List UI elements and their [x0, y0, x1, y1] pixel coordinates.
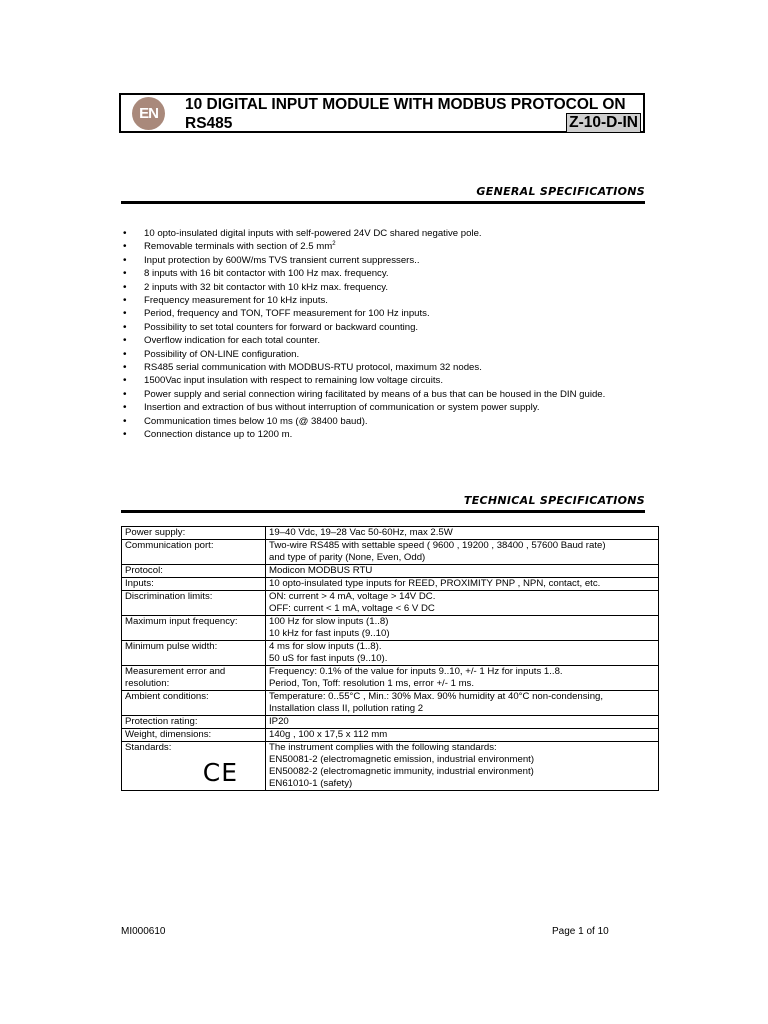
table-row — [122, 716, 659, 729]
spec-label: Protection rating: — [122, 716, 266, 729]
spec-value-line: 4 ms for slow inputs (1..8). — [269, 641, 382, 652]
spec-value — [266, 578, 659, 591]
document-title-line2: RS485 — [185, 115, 233, 132]
spec-value-line: EN50081-2 (electromagnetic emission, industrial environment) — [269, 754, 535, 765]
table-row — [122, 666, 659, 691]
spec-label-text: Standards: — [125, 742, 172, 753]
spec-value — [266, 716, 659, 729]
list-item: • Communication times below 10 ms (@ 38400 baud). — [121, 415, 641, 428]
spec-label: Power supply: — [122, 527, 266, 540]
spec-label: Discrimination limits: — [122, 591, 266, 616]
technical-specs-rule — [121, 510, 645, 513]
list-item: • Overflow indication for each total counter. — [121, 334, 641, 347]
list-item: • Possibility of ON-LINE configuration. — [121, 348, 641, 361]
list-item: • Removable terminals with section of 2.5 $mm^2$ — [121, 240, 641, 253]
spec-value-line: Installation class II, pollution rating 2 — [269, 703, 424, 714]
spec-value-line: 50 uS for fast inputs (9..10). — [269, 653, 388, 664]
spec-value-line: EN61010-1 (safety) — [269, 778, 353, 789]
spec-label: Measurement error and resolution: — [122, 666, 266, 691]
spec-value-line: Period, Ton, Toff: resolution 1 ms, error +/- 1 ms. — [269, 678, 475, 689]
spec-value — [266, 616, 659, 641]
table-row — [122, 527, 659, 540]
table-row — [122, 616, 659, 641]
spec-value — [266, 691, 659, 716]
superscript: 2 — [332, 241, 336, 248]
spec-value — [266, 591, 659, 616]
spec-value-line: 10 kHz for fast inputs (9..10) — [269, 628, 390, 639]
table-row — [122, 691, 659, 716]
spec-label — [122, 742, 266, 791]
spec-value-line: ON: current > 4 mA, voltage > 14V DC. — [269, 591, 436, 602]
spec-value-line: IP20 — [269, 716, 289, 727]
technical-specs-table — [121, 526, 659, 791]
spec-value — [266, 565, 659, 578]
spec-value-line: Frequency: 0.1% of the value for inputs 9..10, +/- 1 Hz for inputs 1..8. — [269, 666, 563, 677]
model-code: Z-10-D-IN — [566, 113, 641, 133]
table-row — [122, 578, 659, 591]
spec-value-line: 19–40 Vdc, 19–28 Vac 50-60Hz, max 2.5W — [269, 527, 453, 538]
general-specs-heading: GENERAL SPECIFICATIONS — [476, 185, 645, 198]
spec-value-line: 100 Hz for slow inputs (1..8) — [269, 616, 389, 627]
spec-value-line: The instrument complies with the following standards: — [269, 742, 497, 753]
spec-value-line: OFF: current < 1 mA, voltage < 6 V DC — [269, 603, 435, 614]
spec-value-line: and type of parity (None, Even, Odd) — [269, 552, 426, 563]
list-item: • Input protection by 600W/ms TVS transient current suppressers.. — [121, 254, 641, 267]
general-specs-rule — [121, 201, 645, 204]
document-title-line1: 10 DIGITAL INPUT MODULE WITH MODBUS PROTOCOL ON — [185, 96, 626, 113]
spec-value-line: Modicon MODBUS RTU — [269, 565, 373, 576]
list-item: • Connection distance up to 1200 m. — [121, 428, 641, 441]
page-number: Page 1 of 10 — [552, 926, 609, 937]
table-row — [122, 591, 659, 616]
spec-label: Inputs: — [122, 578, 266, 591]
spec-label: Maximum input frequency: — [122, 616, 266, 641]
list-item: • Possibility to set total counters for forward or backward counting. — [121, 321, 641, 334]
table-row — [122, 742, 659, 791]
ce-mark-icon: CE — [202, 758, 238, 787]
table-row — [122, 641, 659, 666]
spec-value — [266, 729, 659, 742]
spec-value-line: Two-wire RS485 with settable speed ( 9600 , 19200 , 38400 , 57600 Baud rate) — [269, 540, 606, 551]
technical-specs-heading: TECHNICAL SPECIFICATIONS — [463, 494, 645, 507]
list-item: • RS485 serial communication with MODBUS-RTU protocol, maximum 32 nodes. — [121, 361, 641, 374]
spec-value — [266, 540, 659, 565]
list-item: • 2 inputs with 32 bit contactor with 10 kHz max. frequency. — [121, 281, 641, 294]
spec-value-line: EN50082-2 (electromagnetic immunity, industrial environment) — [269, 766, 534, 777]
list-item: • Power supply and serial connection wiring facilitated by means of a bus that can be housed in the DIN guide. — [121, 388, 641, 401]
document-code: MI000610 — [121, 926, 166, 937]
list-item: • 10 opto-insulated digital inputs with self-powered 24V DC shared negative pole. — [121, 227, 641, 240]
spec-value — [266, 742, 659, 791]
list-item: • Frequency measurement for 10 kHz inputs. — [121, 294, 641, 307]
spec-value-line: 140g , 100 x 17,5 x 112 mm — [269, 729, 388, 740]
spec-label: Protocol: — [122, 565, 266, 578]
spec-value — [266, 641, 659, 666]
list-item: • 1500Vac input insulation with respect to remaining low voltage circuits. — [121, 374, 641, 387]
spec-value-line: 10 opto-insulated type inputs for REED, PROXIMITY PNP , NPN, contact, etc. — [269, 578, 601, 589]
spec-label: Communication port: — [122, 540, 266, 565]
list-item: • Period, frequency and TON, TOFF measurement for 100 Hz inputs. — [121, 307, 641, 320]
language-badge: EN — [132, 97, 165, 130]
spec-value-line: Temperature: 0..55°C , Min.: 30% Max. 90% humidity at 40°C non-condensing, — [269, 691, 604, 702]
table-row — [122, 565, 659, 578]
general-specs-list — [121, 227, 641, 442]
list-item: • 8 inputs with 16 bit contactor with 100 Hz max. frequency. — [121, 267, 641, 280]
spec-value — [266, 666, 659, 691]
document-header — [119, 93, 645, 133]
table-row — [122, 540, 659, 565]
spec-label: Minimum pulse width: — [122, 641, 266, 666]
table-row — [122, 729, 659, 742]
list-item: • Insertion and extraction of bus without interruption of communication or system power supply. — [121, 401, 641, 414]
spec-label: Ambient conditions: — [122, 691, 266, 716]
spec-label: Weight, dimensions: — [122, 729, 266, 742]
spec-value — [266, 527, 659, 540]
